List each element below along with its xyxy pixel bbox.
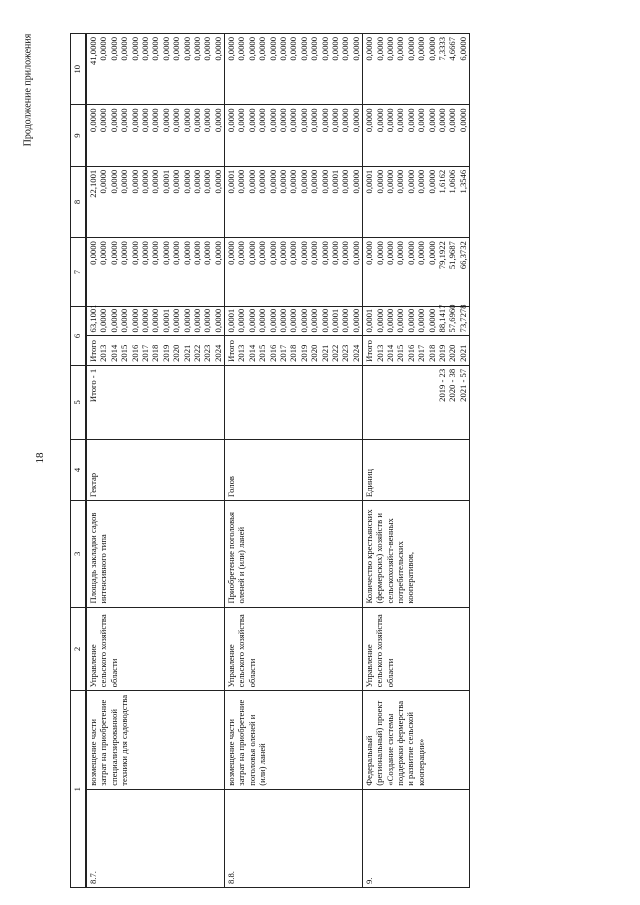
value: 0,0000 xyxy=(108,241,119,265)
col7-values xyxy=(87,238,225,307)
value: 0,0000 xyxy=(288,108,299,133)
value: 66,3732 xyxy=(457,241,468,270)
value: 0,0000 xyxy=(374,108,385,133)
value: 0,0000 xyxy=(278,308,289,333)
value: 0,0000 xyxy=(416,108,427,133)
value: 0,0000 xyxy=(340,37,351,61)
year: 2020 xyxy=(447,344,458,362)
indicator-values xyxy=(363,365,470,439)
value: 0,0000 xyxy=(246,241,257,265)
value: 0,0000 xyxy=(108,108,119,133)
indicator-value: 2020 - 38 xyxy=(447,368,458,402)
value: 0,0000 xyxy=(426,169,437,194)
col-header-8: 8 xyxy=(71,166,86,237)
year: 2022 xyxy=(329,344,340,362)
value: 0,0000 xyxy=(98,169,109,194)
value: 0,0000 xyxy=(236,108,247,133)
value: 0,0000 xyxy=(150,37,161,61)
year: Итого xyxy=(88,340,98,362)
year: 2013 xyxy=(236,344,247,362)
col8-values xyxy=(87,166,225,237)
year: 2019 xyxy=(160,344,171,362)
responsible-agency: Управление сельского хозяйства области xyxy=(225,607,363,691)
indicator-values xyxy=(225,365,363,439)
value: 0,0000 xyxy=(212,37,223,61)
value: 0,0001 xyxy=(364,308,375,333)
value: 0,0000 xyxy=(108,308,119,333)
year: 2015 xyxy=(395,344,406,362)
value: 0,0000 xyxy=(171,308,182,333)
value: 0,0000 xyxy=(288,308,299,333)
value: 0,0001 xyxy=(226,308,237,333)
indicator-value: 2019 - 23 xyxy=(436,368,447,402)
unit: Голов xyxy=(225,439,363,500)
value: 51,9687 xyxy=(447,241,458,270)
col-header-6: 6 xyxy=(71,307,86,366)
value: 0,0000 xyxy=(119,108,130,133)
col-header-2: 2 xyxy=(71,607,86,691)
value: 0,0000 xyxy=(236,241,247,265)
col9-values xyxy=(225,105,363,166)
value: 0,0000 xyxy=(257,37,268,61)
value: 0,0000 xyxy=(129,308,140,333)
years-cell xyxy=(87,336,225,365)
value: 0,0000 xyxy=(98,241,109,265)
year: 2018 xyxy=(288,344,299,362)
col8-values xyxy=(225,166,363,237)
value: 0,0000 xyxy=(257,169,268,194)
value: 0,0000 xyxy=(160,108,171,133)
value: 0,0000 xyxy=(171,169,182,194)
value: 0,0000 xyxy=(457,108,468,133)
year: 2016 xyxy=(267,344,278,362)
value: 0,0000 xyxy=(340,241,351,265)
year: 2014 xyxy=(246,344,257,362)
year: 2014 xyxy=(108,344,119,362)
value: 0,0000 xyxy=(405,108,416,133)
value: 1,6162 xyxy=(436,169,447,194)
value: 0,0000 xyxy=(267,241,278,265)
value: 0,0000 xyxy=(384,37,395,61)
value: 0,0000 xyxy=(416,169,427,194)
value: 0,0000 xyxy=(212,241,223,265)
value: 0,0000 xyxy=(309,37,320,61)
value: 0,0000 xyxy=(108,169,119,194)
value: 0,0000 xyxy=(257,241,268,265)
value: 0,0001 xyxy=(329,308,340,333)
responsible-agency: Управление сельского хозяйства области xyxy=(87,607,225,691)
value: 0,0000 xyxy=(150,108,161,133)
value: 0,0000 xyxy=(129,108,140,133)
continuation-note: Продолжение приложения xyxy=(22,33,34,147)
year: 2024 xyxy=(350,344,361,362)
year: 2021 xyxy=(319,344,330,362)
year: 2015 xyxy=(119,344,130,362)
value: 0,0000 xyxy=(319,241,330,265)
value: 0,0000 xyxy=(267,169,278,194)
unit: Гектар xyxy=(87,439,225,500)
value: 0,0000 xyxy=(139,169,150,194)
col9-values xyxy=(363,105,470,166)
value: 73,7278 xyxy=(457,304,468,333)
value: 0,0000 xyxy=(374,37,385,61)
value: 0,0000 xyxy=(139,308,150,333)
indicator-name: Площадь закладки садов интенсивного типа xyxy=(87,501,225,607)
value: 0,0000 xyxy=(119,308,130,333)
value: 0,0000 xyxy=(236,308,247,333)
value: 0,0000 xyxy=(405,308,416,333)
value: 0,0000 xyxy=(150,169,161,194)
indicator-values xyxy=(87,365,225,439)
value: 0,0000 xyxy=(426,241,437,265)
value: 0,0000 xyxy=(212,108,223,133)
value: 0,0000 xyxy=(181,308,192,333)
value: 0,0000 xyxy=(278,37,289,61)
value: 0,0000 xyxy=(278,241,289,265)
col10-values xyxy=(363,34,470,105)
value: 0,0000 xyxy=(384,308,395,333)
value: 0,0000 xyxy=(329,241,340,265)
value: 0,0000 xyxy=(246,169,257,194)
year: 2022 xyxy=(191,344,202,362)
year: 2013 xyxy=(374,344,385,362)
rotated-table-wrapper xyxy=(70,33,598,888)
value: 0,0000 xyxy=(139,37,150,61)
row-number: 8.7. xyxy=(87,789,225,887)
value: 0,0000 xyxy=(171,241,182,265)
col10-values xyxy=(225,34,363,105)
col9-values xyxy=(87,105,225,166)
value: 0,0000 xyxy=(246,37,257,61)
value: 0,0001 xyxy=(226,169,237,194)
col6-values xyxy=(225,307,363,336)
measure-name: Федеральный (региональный) проект «Создание системы поддержки фермерства и развитие сельской кооперации» xyxy=(363,691,470,789)
value: 0,0000 xyxy=(364,241,375,265)
value: 0,0000 xyxy=(139,241,150,265)
value: 0,0000 xyxy=(298,241,309,265)
measure-name: возмещение части затрат на приобретение специализированной техники для садоводства xyxy=(87,691,225,789)
value: 0,0000 xyxy=(288,241,299,265)
value: 0,0000 xyxy=(119,169,130,194)
value: 0,0000 xyxy=(447,108,458,133)
value: 0,0000 xyxy=(340,169,351,194)
value: 0,0001 xyxy=(160,169,171,194)
value: 0,0000 xyxy=(350,308,361,333)
value: 0,0000 xyxy=(119,241,130,265)
value: 0,0000 xyxy=(236,37,247,61)
value: 0,0000 xyxy=(395,308,406,333)
value: 0,0000 xyxy=(340,308,351,333)
value: 0,0000 xyxy=(236,169,247,194)
value: 0,0000 xyxy=(129,169,140,194)
year: 2018 xyxy=(150,344,161,362)
value: 0,0000 xyxy=(395,108,406,133)
col6-values xyxy=(363,304,470,336)
value: 0,0000 xyxy=(350,37,361,61)
year: 2013 xyxy=(98,344,109,362)
year: Итого xyxy=(226,340,237,362)
year: 2020 xyxy=(171,344,182,362)
year: 2024 xyxy=(212,344,223,362)
value: 4,6667 xyxy=(447,37,458,61)
value: 0,0000 xyxy=(267,37,278,61)
year: 2017 xyxy=(278,344,289,362)
col6-values xyxy=(87,304,225,336)
col-header-7: 7 xyxy=(71,238,86,307)
value: 0,0000 xyxy=(191,308,202,333)
col7-values xyxy=(225,238,363,307)
table-row xyxy=(363,34,470,888)
year: 2016 xyxy=(129,344,140,362)
value: 0,0001 xyxy=(160,308,171,333)
col-header-1: 1 xyxy=(71,691,86,888)
value: 0,0000 xyxy=(395,169,406,194)
value: 0,0000 xyxy=(181,241,192,265)
value: 0,0000 xyxy=(160,37,171,61)
value: 0,0000 xyxy=(191,108,202,133)
value: 0,0000 xyxy=(108,37,119,61)
value: 0,0000 xyxy=(395,37,406,61)
value: 0,0000 xyxy=(298,308,309,333)
value: 0,0000 xyxy=(405,37,416,61)
value: 0,0000 xyxy=(319,37,330,61)
value: 0,0000 xyxy=(171,108,182,133)
value: 0,0000 xyxy=(226,108,237,133)
value: 0,0000 xyxy=(426,308,437,333)
value: 0,0000 xyxy=(98,308,109,333)
value: 0,0000 xyxy=(374,308,385,333)
year: 2014 xyxy=(384,344,395,362)
value: 0,0000 xyxy=(416,308,427,333)
value: 0,0000 xyxy=(267,308,278,333)
col-header-3: 3 xyxy=(71,501,86,607)
value: 0,0000 xyxy=(202,308,213,333)
value: 0,0000 xyxy=(436,108,447,133)
value: 0,0000 xyxy=(191,37,202,61)
value: 57,6960 xyxy=(447,304,458,333)
value: 6,0000 xyxy=(457,37,468,61)
value: 0,0000 xyxy=(384,169,395,194)
year: 2019 xyxy=(436,344,447,362)
value: 41,0000 xyxy=(88,37,98,65)
report-table xyxy=(70,33,470,888)
value: 0,0000 xyxy=(319,308,330,333)
value: 7,3333 xyxy=(436,37,447,61)
year: 2017 xyxy=(416,344,427,362)
value: 0,0000 xyxy=(181,37,192,61)
value: 1,0606 xyxy=(447,169,458,194)
indicator-name: Количество крестьянских (фермерских) хозяйств и сельскохозяйст-венных потребительских кооперативов, xyxy=(363,501,470,607)
year: 2015 xyxy=(257,344,268,362)
value: 0,0000 xyxy=(98,108,109,133)
value: 0,0000 xyxy=(267,108,278,133)
col-header-4: 4 xyxy=(71,439,86,500)
value: 0,0000 xyxy=(212,169,223,194)
value: 1,3546 xyxy=(457,169,468,194)
value: 0,0000 xyxy=(88,241,98,265)
value: 0,0000 xyxy=(309,108,320,133)
year: 2016 xyxy=(405,344,416,362)
unit: Единиц xyxy=(363,439,470,500)
value: 0,0000 xyxy=(226,37,237,61)
value: 0,0000 xyxy=(329,37,340,61)
value: 0,0000 xyxy=(246,108,257,133)
value: 0,0000 xyxy=(202,241,213,265)
value: 0,0000 xyxy=(350,169,361,194)
year: 2018 xyxy=(426,344,437,362)
column-number-row xyxy=(71,34,86,888)
value: 0,0000 xyxy=(226,241,237,265)
value: 0,0000 xyxy=(405,169,416,194)
indicator-value: Итого - 1 xyxy=(88,368,98,403)
year: 2019 xyxy=(298,344,309,362)
value: 0,0000 xyxy=(288,37,299,61)
value: 0,0000 xyxy=(191,241,202,265)
year: 2017 xyxy=(139,344,150,362)
value: 0,0001 xyxy=(329,169,340,194)
row-number: 9. xyxy=(363,789,470,887)
years-cell xyxy=(363,336,470,365)
value: 0,0000 xyxy=(364,37,375,61)
value: 0,0000 xyxy=(329,108,340,133)
value: 0,0000 xyxy=(350,108,361,133)
col-header-5: 5 xyxy=(71,365,86,439)
year: 2021 xyxy=(181,344,192,362)
value: 0,0000 xyxy=(395,241,406,265)
responsible-agency: Управление сельского хозяйства области xyxy=(363,607,470,691)
value: 0,0000 xyxy=(212,308,223,333)
col-header-9: 9 xyxy=(71,105,86,166)
value: 0,0000 xyxy=(88,108,98,133)
value: 0,0000 xyxy=(129,241,140,265)
value: 0,0000 xyxy=(288,169,299,194)
row-number: 8.8. xyxy=(225,789,363,887)
value: 0,0000 xyxy=(191,169,202,194)
col8-values xyxy=(363,166,470,237)
value: 0,0000 xyxy=(350,241,361,265)
value: 0,0000 xyxy=(181,169,192,194)
value: 79,1922 xyxy=(436,241,447,270)
value: 0,0000 xyxy=(171,37,182,61)
value: 0,0000 xyxy=(374,169,385,194)
years-cell xyxy=(225,336,363,365)
value: 0,0000 xyxy=(98,37,109,61)
col7-values xyxy=(363,238,470,307)
value: 0,0000 xyxy=(150,308,161,333)
value: 0,0000 xyxy=(278,169,289,194)
value: 0,0000 xyxy=(384,108,395,133)
table-row xyxy=(87,34,225,888)
value: 0,0001 xyxy=(364,169,375,194)
value: 0,0000 xyxy=(405,241,416,265)
measure-name: возмещение части затрат на приобретение поголовья оленей и (или) ланей xyxy=(225,691,363,789)
value: 0,0000 xyxy=(309,241,320,265)
value: 0,0000 xyxy=(309,169,320,194)
value: 0,0000 xyxy=(426,37,437,61)
value: 0,0000 xyxy=(340,108,351,133)
value: 0,0000 xyxy=(416,37,427,61)
col10-values xyxy=(87,34,225,105)
value: 0,0000 xyxy=(139,108,150,133)
indicator-value: 2021 - 57 xyxy=(457,368,468,402)
value: 63,1001 xyxy=(88,304,98,333)
value: 0,0000 xyxy=(298,108,309,133)
value: 0,0000 xyxy=(129,37,140,61)
value: 0,0000 xyxy=(257,108,268,133)
value: 0,0000 xyxy=(181,108,192,133)
value: 0,0000 xyxy=(374,241,385,265)
value: 0,0000 xyxy=(150,241,161,265)
page-number: 18 xyxy=(34,452,46,464)
col-header-10: 10 xyxy=(71,34,86,105)
value: 0,0000 xyxy=(246,308,257,333)
value: 0,0000 xyxy=(202,37,213,61)
year: 2023 xyxy=(202,344,213,362)
value: 0,0000 xyxy=(160,241,171,265)
value: 0,0000 xyxy=(309,308,320,333)
value: 0,0000 xyxy=(426,108,437,133)
value: 0,0000 xyxy=(278,108,289,133)
indicator-name: Приобретение поголовья оленей и (или) ланей xyxy=(225,501,363,607)
value: 0,0000 xyxy=(384,241,395,265)
year: 2023 xyxy=(340,344,351,362)
value: 0,0000 xyxy=(257,308,268,333)
year: Итого xyxy=(364,340,375,362)
table-row xyxy=(225,34,363,888)
value: 0,0000 xyxy=(319,108,330,133)
value: 0,0000 xyxy=(202,169,213,194)
value: 0,0000 xyxy=(298,169,309,194)
value: 0,0000 xyxy=(364,108,375,133)
value: 22,1001 xyxy=(88,169,98,198)
year: 2020 xyxy=(309,344,320,362)
value: 0,0000 xyxy=(416,241,427,265)
value: 88,1417 xyxy=(436,304,447,333)
value: 0,0000 xyxy=(298,37,309,61)
year: 2021 xyxy=(457,344,468,362)
value: 0,0000 xyxy=(119,37,130,61)
value: 0,0000 xyxy=(202,108,213,133)
value: 0,0000 xyxy=(319,169,330,194)
